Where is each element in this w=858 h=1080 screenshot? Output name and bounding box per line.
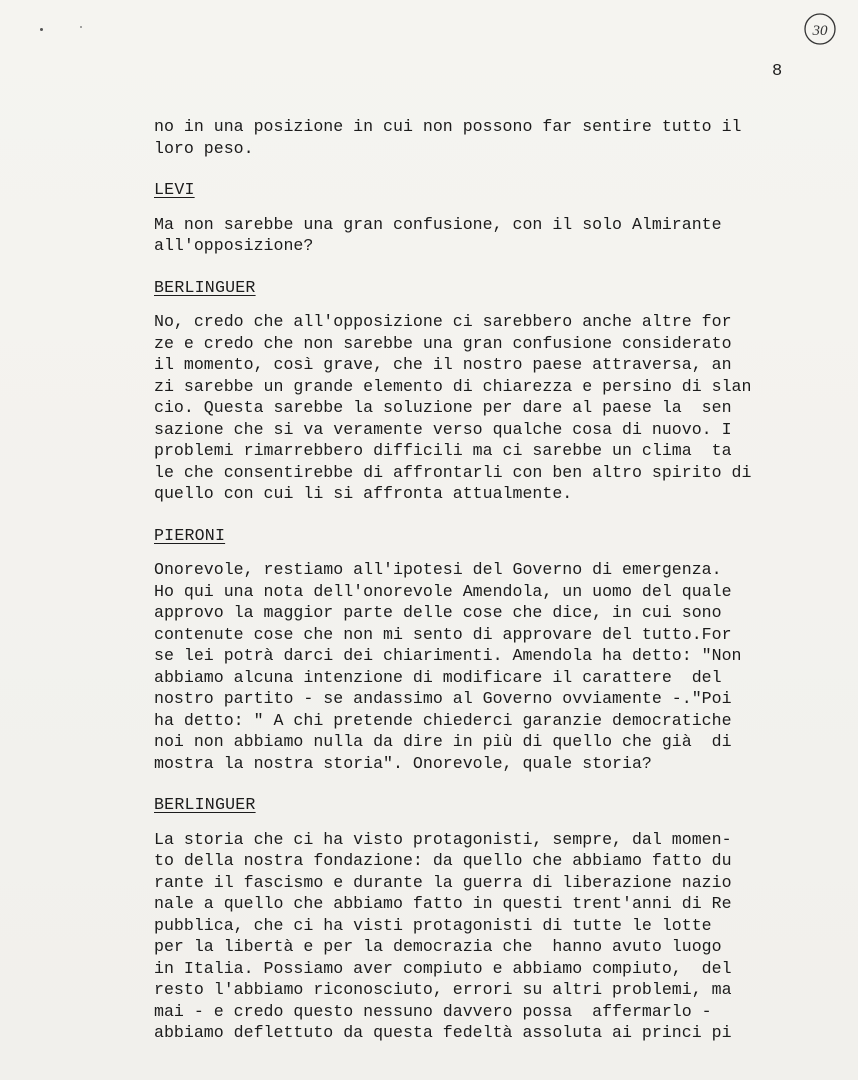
text-line: abbiamo deflettuto da questa fedeltà assoluta ai princi pi [154,1023,732,1042]
transcript-body [154,116,794,1044]
text-line: all'opposizione? [154,236,314,255]
page-number: 8 [772,62,783,81]
transcript-paragraph [154,311,794,505]
transcript-paragraph [154,829,794,1044]
text-line: se lei potrà darci dei chiarimenti. Amendola ha detto: "Non [154,646,742,665]
text-line: il momento, così grave, che il nostro paese attraversa, an [154,355,732,374]
text-line: nale a quello che abbiamo fatto in questi trent'anni di Re [154,894,732,913]
transcript-paragraph [154,559,794,774]
text-line: ze e credo che non sarebbe una gran confusione considerato [154,333,732,353]
text-line: rante il fascismo e durante la guerra di liberazione nazio [154,872,732,892]
text-line: approvo la maggior parte delle cose che dice, in cui sono [154,603,722,622]
text-line: ha detto: " A chi pretende chiederci garanzie democratiche [154,710,732,730]
text-line: in Italia. Possiamo aver compiuto e abbiamo compiuto, del [154,958,732,978]
text-line: contenute cose che non mi sento di approvare del tutto.For [154,624,732,644]
text-line: per la libertà e per la democrazia che hanno avuto luogo [154,937,722,956]
text-line: quello con cui li si affronta attualmente. [154,484,573,503]
text-line: noi non abbiamo nulla da dire in più di quello che già di [154,732,732,751]
transcript-paragraph [154,214,794,257]
archive-page-mark [803,12,837,46]
text-line: No, credo che all'opposizione ci sarebbero anche altre for [154,312,732,331]
text-line: no in una posizione in cui non possono far sentire tutto il [154,117,742,136]
text-line: Onorevole, restiamo all'ipotesi del Governo di emergenza. [154,560,722,579]
text-line: mai - e credo questo nessuno davvero possa affermarlo - [154,1001,712,1021]
text-line: mostra la nostra storia". Onorevole, quale storia? [154,753,652,773]
archive-mark-text: 30 [812,23,828,39]
speaker-name: LEVI [154,180,195,199]
speaker-name: BERLINGUER [154,277,256,297]
text-line: loro peso. [154,138,254,158]
text-line: problemi rimarrebbero difficili ma ci sarebbe un clima ta [154,441,732,460]
text-line: La storia che ci ha visto protagonisti, sempre, dal momen- [154,829,732,849]
text-line: abbiamo alcuna intenzione di modificare il carattere del [154,667,722,687]
text-line: zi sarebbe un grande elemento di chiarezza e persino di slan [154,376,752,396]
text-line: nostro partito - se andassimo al Governo ovviamente -."Poi [154,689,732,708]
page-speck [80,26,82,28]
text-line: pubblica, che ci ha visti protagonisti di tutte le lotte [154,915,712,935]
text-line: resto l'abbiamo riconosciuto, errori su altri problemi, ma [154,980,732,999]
text-line: to della nostra fondazione: da quello che abbiamo fatto du [154,851,732,870]
text-line: cio. Questa sarebbe la soluzione per dare al paese la sen [154,398,732,417]
speaker-name: BERLINGUER [154,795,256,814]
text-line: Ho qui una nota dell'onorevole Amendola, un uomo del quale [154,581,732,601]
page-speck [40,28,43,31]
speaker-name: PIERONI [154,525,226,545]
text-line: Ma non sarebbe una gran confusione, con il solo Almirante [154,214,722,234]
text-line: le che consentirebbe di affrontarli con ben altro spirito di [154,462,752,482]
text-line: sazione che si va veramente verso qualche cosa di nuovo. I [154,419,732,439]
transcript-paragraph [154,116,794,159]
